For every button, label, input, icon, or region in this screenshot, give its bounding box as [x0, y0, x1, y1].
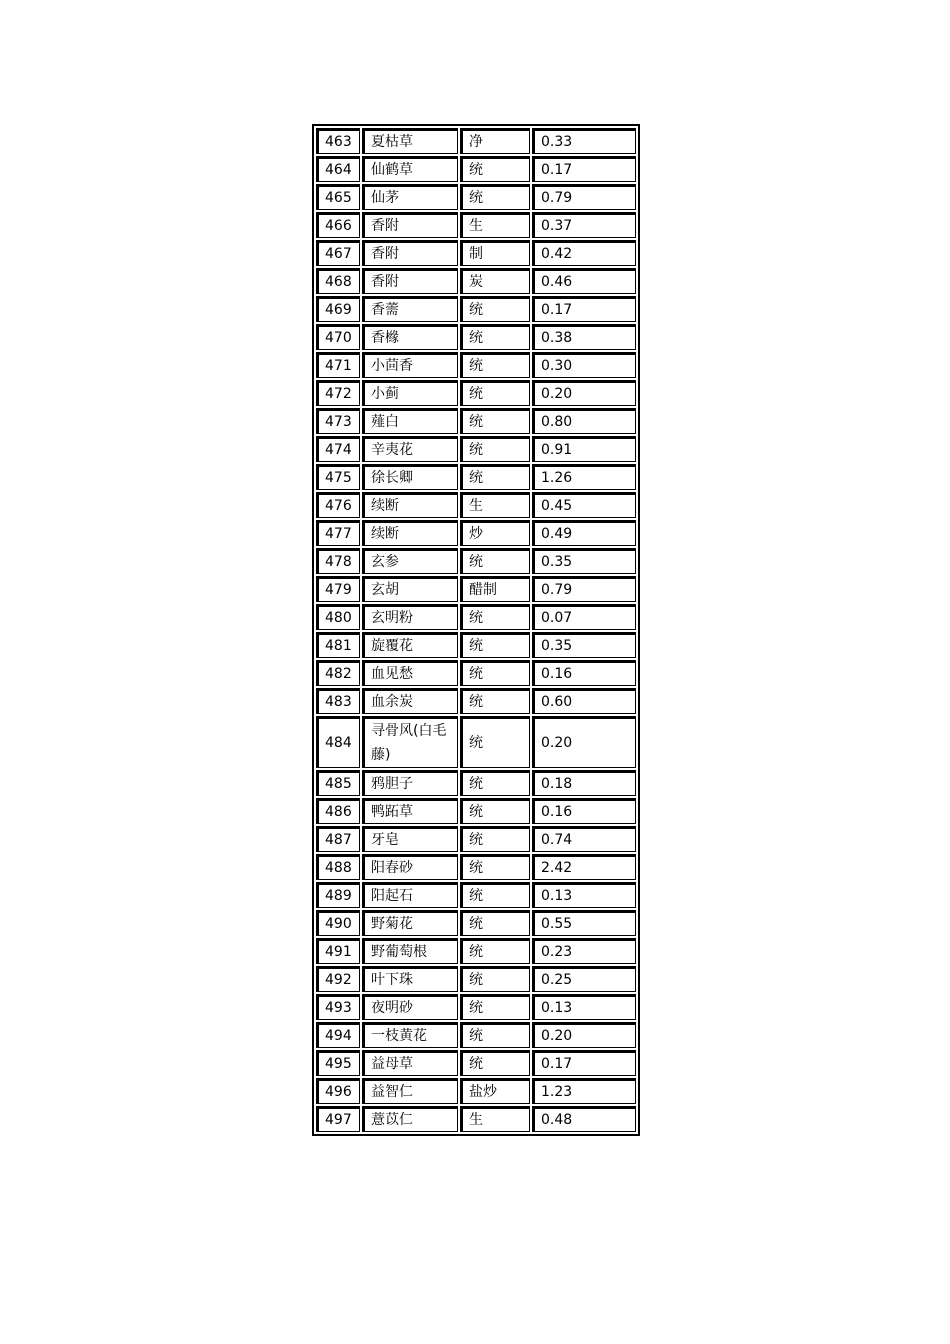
table-row	[316, 1078, 636, 1104]
value-cell: 0.80	[532, 408, 636, 434]
processing-method-cell: 统	[460, 1022, 530, 1048]
table-row	[316, 324, 636, 350]
row-number-cell: 484	[316, 716, 360, 768]
table-row	[316, 520, 636, 546]
herb-name-cell: 仙茅	[362, 184, 458, 210]
table-row	[316, 910, 636, 936]
processing-method-cell: 统	[460, 604, 530, 630]
row-number-cell: 479	[316, 576, 360, 602]
table-row	[316, 436, 636, 462]
row-number-cell: 486	[316, 798, 360, 824]
herb-table-body	[316, 128, 636, 1132]
row-number-cell: 466	[316, 212, 360, 238]
herb-name-cell: 香附	[362, 268, 458, 294]
processing-method-cell: 统	[460, 826, 530, 852]
herb-name-cell: 小茴香	[362, 352, 458, 378]
value-cell: 0.55	[532, 910, 636, 936]
processing-method-cell: 净	[460, 128, 530, 154]
herb-name-cell: 香薷	[362, 296, 458, 322]
processing-method-cell: 生	[460, 1106, 530, 1132]
processing-method-cell: 统	[460, 882, 530, 908]
processing-method-cell: 统	[460, 184, 530, 210]
table-row	[316, 994, 636, 1020]
herb-name-cell: 野葡萄根	[362, 938, 458, 964]
herb-name-cell: 鸭跖草	[362, 798, 458, 824]
table-row	[316, 826, 636, 852]
value-cell: 0.79	[532, 184, 636, 210]
row-number-cell: 492	[316, 966, 360, 992]
value-cell: 0.35	[532, 632, 636, 658]
table-row	[316, 1050, 636, 1076]
herb-name-cell: 玄参	[362, 548, 458, 574]
value-cell: 1.23	[532, 1078, 636, 1104]
table-row	[316, 716, 636, 768]
row-number-cell: 469	[316, 296, 360, 322]
value-cell: 2.42	[532, 854, 636, 880]
value-cell: 0.20	[532, 380, 636, 406]
herb-name-cell: 小蓟	[362, 380, 458, 406]
value-cell: 0.20	[532, 716, 636, 768]
table-row	[316, 212, 636, 238]
value-cell: 0.17	[532, 1050, 636, 1076]
processing-method-cell: 统	[460, 938, 530, 964]
herb-name-cell: 牙皂	[362, 826, 458, 852]
value-cell: 1.26	[532, 464, 636, 490]
row-number-cell: 495	[316, 1050, 360, 1076]
herb-name-cell: 夏枯草	[362, 128, 458, 154]
row-number-cell: 467	[316, 240, 360, 266]
processing-method-cell: 炒	[460, 520, 530, 546]
herb-name-cell: 香橼	[362, 324, 458, 350]
herb-name-cell: 益母草	[362, 1050, 458, 1076]
herb-name-cell: 一枝黄花	[362, 1022, 458, 1048]
processing-method-cell: 统	[460, 994, 530, 1020]
table-row	[316, 938, 636, 964]
table-row	[316, 854, 636, 880]
processing-method-cell: 生	[460, 212, 530, 238]
value-cell: 0.30	[532, 352, 636, 378]
value-cell: 0.45	[532, 492, 636, 518]
row-number-cell: 485	[316, 770, 360, 796]
herb-name-cell: 旋覆花	[362, 632, 458, 658]
row-number-cell: 482	[316, 660, 360, 686]
row-number-cell: 477	[316, 520, 360, 546]
value-cell: 0.13	[532, 882, 636, 908]
processing-method-cell: 统	[460, 408, 530, 434]
row-number-cell: 497	[316, 1106, 360, 1132]
row-number-cell: 490	[316, 910, 360, 936]
value-cell: 0.17	[532, 296, 636, 322]
row-number-cell: 464	[316, 156, 360, 182]
table-row	[316, 380, 636, 406]
processing-method-cell: 统	[460, 464, 530, 490]
value-cell: 0.07	[532, 604, 636, 630]
processing-method-cell: 统	[460, 548, 530, 574]
row-number-cell: 465	[316, 184, 360, 210]
value-cell: 0.20	[532, 1022, 636, 1048]
row-number-cell: 489	[316, 882, 360, 908]
processing-method-cell: 统	[460, 436, 530, 462]
value-cell: 0.79	[532, 576, 636, 602]
processing-method-cell: 统	[460, 632, 530, 658]
value-cell: 0.16	[532, 798, 636, 824]
table-row	[316, 128, 636, 154]
table-row	[316, 464, 636, 490]
row-number-cell: 468	[316, 268, 360, 294]
table-row	[316, 1106, 636, 1132]
herb-name-cell: 野菊花	[362, 910, 458, 936]
processing-method-cell: 统	[460, 1050, 530, 1076]
row-number-cell: 470	[316, 324, 360, 350]
row-number-cell: 475	[316, 464, 360, 490]
processing-method-cell: 统	[460, 660, 530, 686]
herb-name-cell: 玄明粉	[362, 604, 458, 630]
table-row	[316, 576, 636, 602]
herb-name-cell: 鸦胆子	[362, 770, 458, 796]
processing-method-cell: 统	[460, 156, 530, 182]
herb-name-cell: 血见愁	[362, 660, 458, 686]
value-cell: 0.74	[532, 826, 636, 852]
value-cell: 0.18	[532, 770, 636, 796]
value-cell: 0.13	[532, 994, 636, 1020]
row-number-cell: 474	[316, 436, 360, 462]
value-cell: 0.16	[532, 660, 636, 686]
herb-name-cell: 叶下珠	[362, 966, 458, 992]
row-number-cell: 493	[316, 994, 360, 1020]
herb-name-cell: 阳春砂	[362, 854, 458, 880]
table-row	[316, 660, 636, 686]
value-cell: 0.17	[532, 156, 636, 182]
value-cell: 0.91	[532, 436, 636, 462]
row-number-cell: 472	[316, 380, 360, 406]
row-number-cell: 480	[316, 604, 360, 630]
row-number-cell: 491	[316, 938, 360, 964]
processing-method-cell: 统	[460, 798, 530, 824]
herb-name-cell: 辛夷花	[362, 436, 458, 462]
row-number-cell: 488	[316, 854, 360, 880]
value-cell: 0.25	[532, 966, 636, 992]
table-row	[316, 688, 636, 714]
value-cell: 0.23	[532, 938, 636, 964]
value-cell: 0.46	[532, 268, 636, 294]
row-number-cell: 473	[316, 408, 360, 434]
row-number-cell: 487	[316, 826, 360, 852]
processing-method-cell: 醋制	[460, 576, 530, 602]
table-row	[316, 882, 636, 908]
processing-method-cell: 统	[460, 324, 530, 350]
herb-name-cell: 寻骨风(白毛藤)	[362, 716, 458, 768]
row-number-cell: 471	[316, 352, 360, 378]
herb-name-cell: 徐长卿	[362, 464, 458, 490]
row-number-cell: 494	[316, 1022, 360, 1048]
table-row	[316, 352, 636, 378]
processing-method-cell: 统	[460, 380, 530, 406]
processing-method-cell: 制	[460, 240, 530, 266]
table-row	[316, 156, 636, 182]
row-number-cell: 483	[316, 688, 360, 714]
herb-name-cell: 香附	[362, 240, 458, 266]
herb-name-cell: 续断	[362, 492, 458, 518]
table-row	[316, 1022, 636, 1048]
processing-method-cell: 统	[460, 770, 530, 796]
herb-name-cell: 仙鹤草	[362, 156, 458, 182]
herb-name-cell: 血余炭	[362, 688, 458, 714]
herb-name-cell: 玄胡	[362, 576, 458, 602]
table-row	[316, 296, 636, 322]
table-row	[316, 408, 636, 434]
table-row	[316, 268, 636, 294]
processing-method-cell: 统	[460, 966, 530, 992]
processing-method-cell: 盐炒	[460, 1078, 530, 1104]
herb-price-table	[312, 124, 640, 1136]
herb-name-cell: 薏苡仁	[362, 1106, 458, 1132]
processing-method-cell: 炭	[460, 268, 530, 294]
row-number-cell: 496	[316, 1078, 360, 1104]
table-row	[316, 632, 636, 658]
value-cell: 0.60	[532, 688, 636, 714]
table-row	[316, 798, 636, 824]
processing-method-cell: 统	[460, 716, 530, 768]
row-number-cell: 478	[316, 548, 360, 574]
value-cell: 0.42	[532, 240, 636, 266]
herb-name-cell: 薤白	[362, 408, 458, 434]
table-row	[316, 548, 636, 574]
row-number-cell: 463	[316, 128, 360, 154]
processing-method-cell: 统	[460, 910, 530, 936]
table-row	[316, 604, 636, 630]
processing-method-cell: 统	[460, 352, 530, 378]
value-cell: 0.33	[532, 128, 636, 154]
herb-name-cell: 阳起石	[362, 882, 458, 908]
herb-name-cell: 香附	[362, 212, 458, 238]
processing-method-cell: 生	[460, 492, 530, 518]
value-cell: 0.49	[532, 520, 636, 546]
table-row	[316, 492, 636, 518]
value-cell: 0.48	[532, 1106, 636, 1132]
herb-name-cell: 夜明砂	[362, 994, 458, 1020]
processing-method-cell: 统	[460, 688, 530, 714]
value-cell: 0.38	[532, 324, 636, 350]
processing-method-cell: 统	[460, 854, 530, 880]
table-row	[316, 184, 636, 210]
herb-name-cell: 续断	[362, 520, 458, 546]
table-row	[316, 770, 636, 796]
row-number-cell: 481	[316, 632, 360, 658]
value-cell: 0.35	[532, 548, 636, 574]
herb-name-cell: 益智仁	[362, 1078, 458, 1104]
row-number-cell: 476	[316, 492, 360, 518]
processing-method-cell: 统	[460, 296, 530, 322]
table-row	[316, 240, 636, 266]
table-row	[316, 966, 636, 992]
value-cell: 0.37	[532, 212, 636, 238]
